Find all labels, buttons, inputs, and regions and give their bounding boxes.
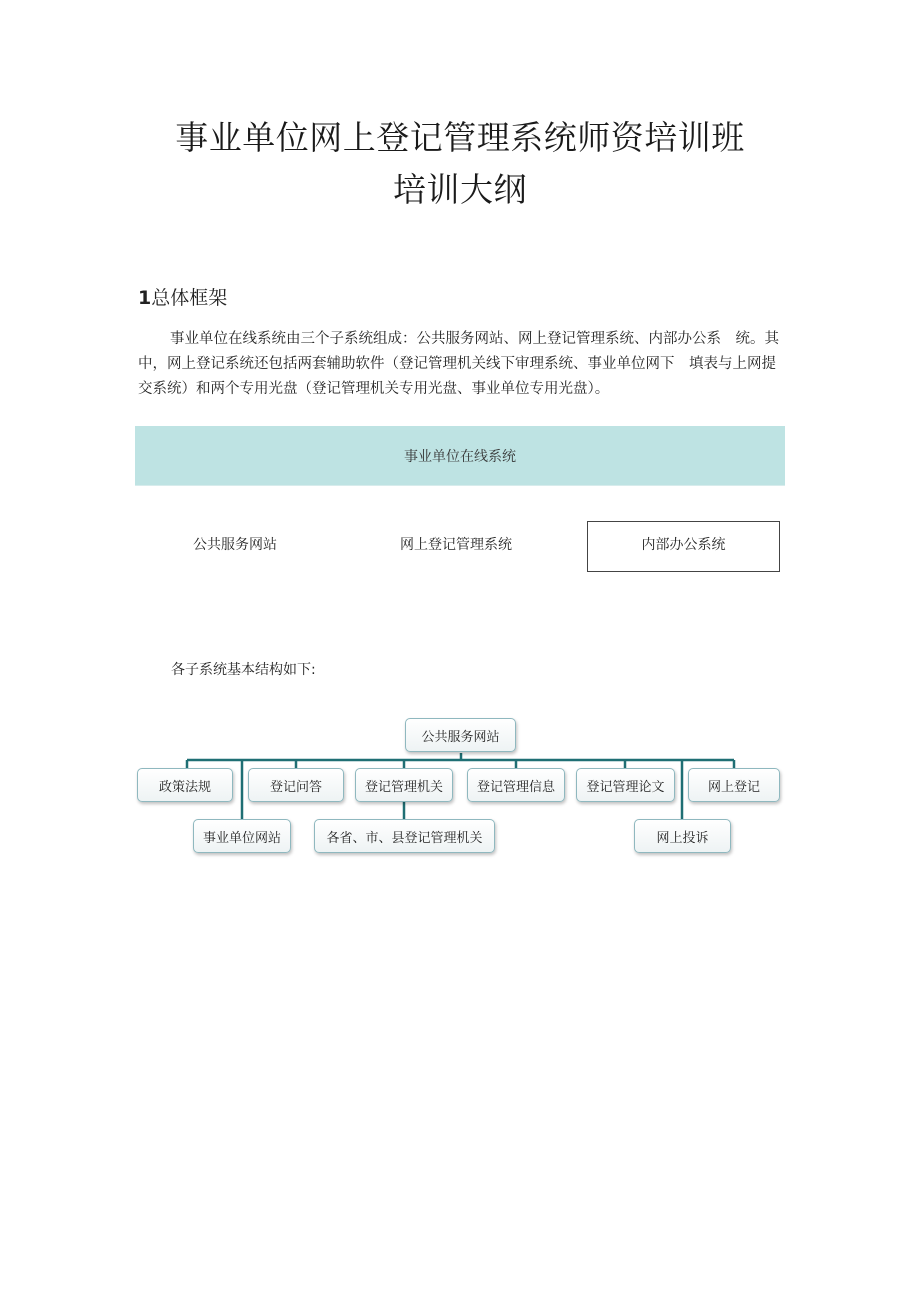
system-banner: 事业单位在线系统 <box>135 426 785 486</box>
tree-node-unit-website: 事业单位网站 <box>193 819 291 853</box>
tree-node-authority: 登记管理机关 <box>355 768 453 802</box>
document-subtitle: 培训大纲 <box>393 170 527 209</box>
tree-node-qa: 登记问答 <box>248 768 344 802</box>
tree-node-complaint: 网上投诉 <box>634 819 731 853</box>
document-title: 事业单位网上登记管理系统师资培训班 <box>175 118 745 157</box>
tree-node-online-registration: 网上登记 <box>688 768 780 802</box>
tree-node-info: 登记管理信息 <box>467 768 565 802</box>
tree-node-policy: 政策法规 <box>137 768 233 802</box>
subsystem-public-website: 公共服务网站 <box>193 537 277 553</box>
structure-intro: 各子系统基本结构如下: <box>171 662 316 678</box>
section-number: 1 <box>138 287 152 309</box>
subsystem-online-registration: 网上登记管理系统 <box>400 537 512 553</box>
section-heading <box>138 283 227 310</box>
tree-root-node: 公共服务网站 <box>405 718 516 752</box>
section-paragraph: 事业单位在线系统由三个子系统组成：公共服务网站、网上登记管理系统、内部办公系 统。其中，网上登记系统还包括两套辅助软件（登记管理机关线下审理系统、事业单位网下 填表与上网提交系统）和两个专用光盘（登记管理机关专用光盘、事业单位专用光盘）。 <box>138 331 779 397</box>
subsystem-internal-office: 内部办公系统 <box>587 521 780 572</box>
tree-node-paper: 登记管理论文 <box>576 768 675 802</box>
section-title: 总体框架 <box>151 287 228 309</box>
tree-node-local-authorities: 各省、市、县登记管理机关 <box>314 819 495 853</box>
